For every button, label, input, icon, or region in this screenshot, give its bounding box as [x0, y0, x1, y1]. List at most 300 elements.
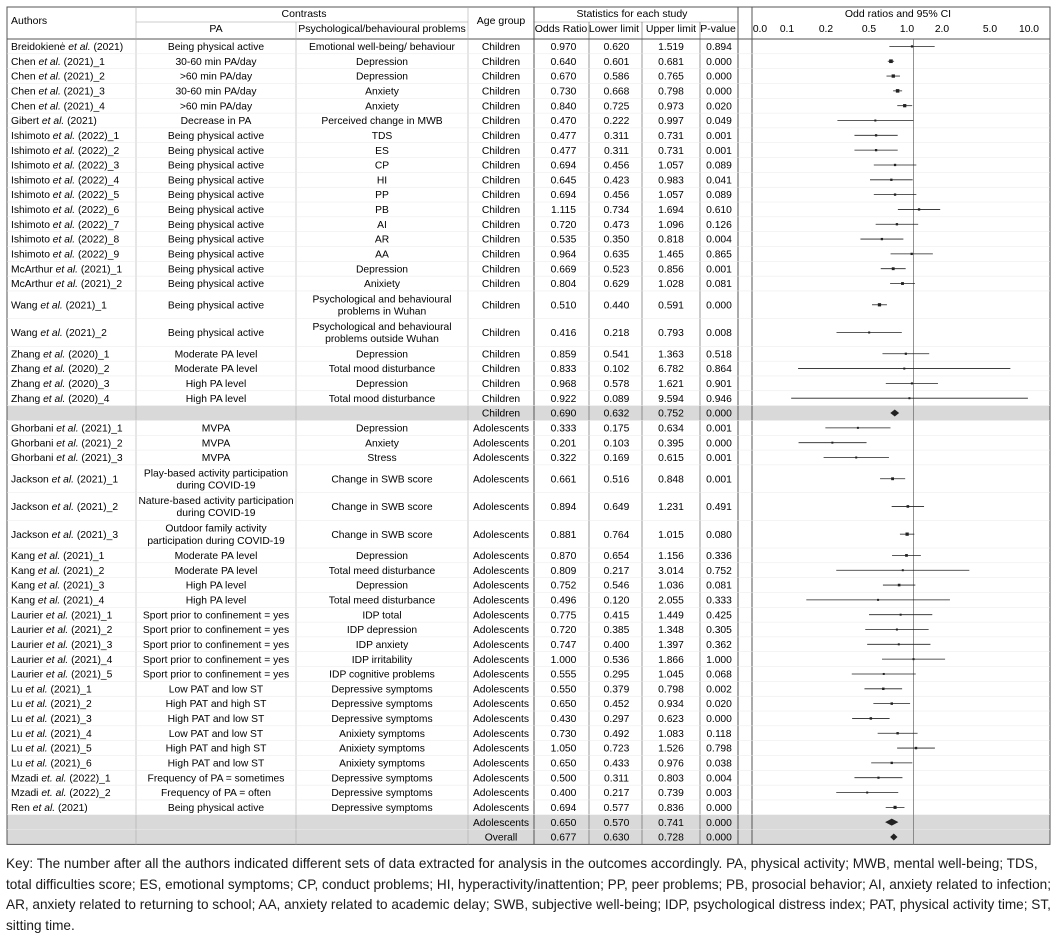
point-estimate [900, 614, 902, 616]
x-tick-label: 0.2 [818, 24, 834, 35]
age-group-cell: Adolescents [472, 669, 530, 681]
study-row [11, 581, 732, 592]
odds-ratio-cell: 0.477 [550, 145, 577, 157]
odds-ratio-cell: 0.470 [550, 116, 577, 128]
odds-ratio-cell: 0.859 [550, 349, 577, 361]
age-group-cell: Overall [484, 832, 518, 844]
author-label: Ishimoto et al. (2022)_4 [11, 175, 120, 187]
age-group-cell: Children [481, 364, 521, 376]
point-estimate [889, 59, 893, 63]
study-row [11, 322, 732, 345]
problem-label: PP [375, 190, 389, 202]
point-estimate [875, 134, 877, 136]
upper-limit-cell: 0.615 [658, 453, 684, 465]
lower-limit-cell: 0.169 [603, 453, 630, 465]
problem-label: Anxiety [365, 86, 399, 98]
odds-ratio-cell: 0.752 [550, 580, 577, 592]
age-group-cell: Adolescents [472, 758, 530, 770]
problem-label: Depression [355, 551, 409, 563]
p-value-cell: 0.089 [706, 160, 732, 172]
p-value-cell: 0.001 [706, 145, 732, 157]
age-group-cell: Children [481, 86, 521, 98]
odds-ratio-cell: 0.694 [550, 190, 577, 202]
pa-label: Outdoor family activity [165, 523, 267, 535]
upper-limit-cell: 0.731 [658, 130, 684, 142]
author-label: Zhang et al. (2020)_4 [11, 393, 110, 405]
problem-label: AR [374, 234, 390, 246]
odds-ratio-cell: 0.775 [550, 610, 577, 622]
lower-limit-cell: 0.452 [603, 699, 630, 711]
lower-limit-cell: 0.415 [603, 610, 630, 622]
odds-ratio-cell: 0.333 [550, 423, 577, 435]
pa-label: >60 min PA/day [179, 71, 253, 83]
point-estimate [892, 267, 895, 270]
lower-limit-cell: 0.295 [603, 669, 630, 681]
p-value-cell: 0.001 [706, 474, 732, 486]
author-label: Ishimoto et al. (2022)_1 [11, 130, 120, 142]
problem-label: Anixiety symptoms [339, 743, 425, 755]
point-estimate [908, 397, 910, 399]
lower-limit-cell: 0.734 [603, 205, 630, 217]
problem-label: Total mood disturbance [328, 364, 436, 376]
study-row [11, 205, 732, 216]
odds-ratio-cell: 0.496 [550, 595, 577, 607]
problem-label: IDP cognitive problems [329, 669, 435, 681]
problem-label: Depressive symptoms [331, 699, 433, 711]
p-value-cell: 0.518 [706, 349, 732, 361]
author-label: Laurier et al. (2021)_1 [11, 610, 113, 622]
pa-label: Being physical active [167, 219, 265, 231]
p-value-cell: 0.000 [706, 802, 732, 814]
study-row [11, 773, 732, 784]
lower-limit-cell: 0.570 [603, 817, 630, 829]
lower-limit-cell: 0.102 [603, 364, 630, 376]
problem-label: problems in Wuhan [337, 306, 427, 318]
age-group-cell: Children [481, 190, 521, 202]
author-label: Laurier et al. (2021)_2 [11, 625, 113, 637]
pa-label: Moderate PA level [174, 349, 258, 361]
problem-label: Anixiety symptoms [339, 758, 425, 770]
odds-ratio-cell: 0.804 [550, 279, 577, 291]
problem-label: AI [377, 219, 387, 231]
p-value-cell: 0.126 [706, 219, 732, 231]
point-estimate [890, 179, 892, 181]
pa-label: High PA level [185, 595, 247, 607]
point-estimate [891, 477, 894, 480]
x-tick-label: 5.0 [982, 24, 998, 35]
odds-ratio-cell: 0.650 [550, 758, 577, 770]
point-estimate [911, 45, 913, 47]
age-group-cell: Adolescents [472, 502, 530, 514]
age-group-cell: Adolescents [472, 773, 530, 785]
p-value-cell: 0.068 [706, 669, 732, 681]
problem-label: Total meed disturbance [328, 595, 436, 607]
upper-limit-cell: 0.973 [658, 101, 684, 113]
problem-label: TDS [371, 130, 393, 142]
upper-limit-cell: 1.045 [658, 669, 684, 681]
pa-label: during COVID-19 [176, 508, 256, 520]
x-tick-label: 0.5 [861, 24, 877, 35]
upper-limit-cell: 1.397 [658, 639, 684, 651]
author-label: Zhang et al. (2020)_1 [11, 349, 110, 361]
pa-label: Decrease in PA [180, 116, 252, 128]
problem-label: Psychological and behavioural [312, 294, 452, 306]
age-group-cell: Adolescents [472, 788, 530, 800]
x-tick-label: 0.1 [779, 24, 795, 35]
p-value-cell: 0.089 [706, 190, 732, 202]
header-lower-limit: Lower limit [588, 23, 640, 35]
age-group-cell: Children [481, 264, 521, 276]
point-estimate [881, 238, 883, 240]
point-estimate [891, 762, 893, 764]
age-group-cell: Adolescents [472, 684, 530, 696]
odds-ratio-cell: 0.430 [550, 714, 577, 726]
p-value-cell: 1.000 [706, 654, 732, 666]
lower-limit-cell: 0.630 [603, 832, 630, 844]
study-row [11, 101, 732, 112]
pa-label: Being physical active [167, 42, 265, 54]
author-label: Lu et al. (2021)_1 [11, 684, 92, 696]
author-label: Chen et al. (2021)_3 [11, 86, 105, 98]
upper-limit-cell: 1.083 [658, 728, 684, 740]
author-label: Laurier et al. (2021)_3 [11, 639, 113, 651]
odds-ratio-cell: 0.669 [550, 264, 577, 276]
point-estimate [898, 584, 901, 587]
point-estimate [883, 673, 885, 675]
lower-limit-cell: 0.379 [603, 684, 630, 696]
upper-limit-cell: 1.156 [658, 551, 684, 563]
author-label: Jackson et al. (2021)_1 [11, 474, 119, 486]
problem-label: Total meed disturbance [328, 565, 436, 577]
p-value-cell: 0.333 [706, 595, 732, 607]
study-row [11, 86, 732, 97]
point-estimate [905, 353, 907, 355]
pa-label: Being physical active [167, 328, 265, 340]
lower-limit-cell: 0.385 [603, 625, 630, 637]
point-estimate [866, 792, 868, 794]
problem-label: Depression [355, 349, 409, 361]
age-group-cell: Adolescents [472, 438, 530, 450]
x-tick-label: 0.0 [752, 24, 768, 35]
upper-limit-cell: 1.036 [658, 580, 684, 592]
problem-label: Depression [355, 423, 409, 435]
point-estimate [857, 427, 859, 429]
lower-limit-cell: 0.541 [603, 349, 630, 361]
upper-limit-cell: 1.015 [658, 529, 684, 541]
pa-label: Moderate PA level [174, 565, 258, 577]
odds-ratio-cell: 0.809 [550, 565, 577, 577]
pa-label: Frequency of PA = often [161, 788, 271, 800]
p-value-cell: 0.894 [706, 42, 732, 54]
upper-limit-cell: 1.231 [658, 502, 684, 514]
upper-limit-cell: 1.465 [658, 249, 684, 261]
odds-ratio-cell: 0.694 [550, 160, 577, 172]
header-p-value: P-value [700, 23, 736, 35]
point-estimate [898, 643, 900, 645]
odds-ratio-cell: 1.115 [550, 205, 577, 217]
point-estimate [911, 253, 913, 255]
point-estimate [905, 554, 908, 557]
lower-limit-cell: 0.120 [603, 595, 630, 607]
study-row [11, 394, 732, 405]
age-group-cell: Children [481, 145, 521, 157]
study-row [11, 551, 732, 562]
study-row [11, 72, 732, 83]
pa-label: Being physical active [167, 234, 265, 246]
problem-label: Psychological and behavioural [312, 321, 452, 333]
pa-label: Sport prior to confinement = yes [142, 639, 290, 651]
lower-limit-cell: 0.311 [603, 145, 630, 157]
author-label: Ren et al. (2021) [11, 802, 88, 814]
pa-label: Being physical active [167, 130, 265, 142]
problem-label: Depressive symptoms [331, 684, 433, 696]
odds-ratio-cell: 0.661 [550, 474, 577, 486]
p-value-cell: 0.081 [706, 279, 732, 291]
problem-label: problems outside Wuhan [325, 334, 439, 346]
upper-limit-cell: 1.348 [658, 625, 684, 637]
age-group-cell: Adolescents [472, 714, 530, 726]
odds-ratio-cell: 0.670 [550, 71, 577, 83]
p-value-cell: 0.001 [706, 423, 732, 435]
odds-ratio-cell: 0.201 [550, 438, 577, 450]
p-value-cell: 0.000 [706, 817, 732, 829]
point-estimate [878, 303, 881, 306]
odds-ratio-cell: 0.535 [550, 234, 577, 246]
p-value-cell: 0.000 [706, 832, 732, 844]
problem-label: IDP anxiety [355, 639, 409, 651]
odds-ratio-cell: 1.050 [550, 743, 577, 755]
problem-label: Anixiety symptoms [339, 728, 425, 740]
problem-label: Change in SWB score [331, 474, 433, 486]
pa-label: High PAT and high ST [165, 743, 267, 755]
lower-limit-cell: 0.578 [603, 378, 630, 390]
point-estimate [913, 658, 915, 660]
header-stats: Statistics for each study [576, 8, 688, 20]
upper-limit-cell: 1.057 [658, 190, 684, 202]
p-value-cell: 0.008 [706, 328, 732, 340]
point-estimate [918, 208, 920, 210]
author-label: Ghorbani et al. (2021)_2 [11, 438, 123, 450]
p-value-cell: 0.901 [706, 378, 732, 390]
upper-limit-cell: 1.694 [658, 205, 684, 217]
upper-limit-cell: 3.014 [658, 565, 684, 577]
p-value-cell: 0.491 [706, 502, 732, 514]
p-value-cell: 0.336 [706, 551, 732, 563]
study-row [11, 131, 732, 142]
pa-label: High PA level [185, 393, 247, 405]
pa-label: Low PAT and low ST [168, 728, 264, 740]
problem-label: Change in SWB score [331, 529, 433, 541]
p-value-cell: 0.610 [706, 205, 732, 217]
author-label: Wang et al. (2021)_1 [11, 300, 107, 312]
author-label: McArthur et al. (2021)_1 [11, 264, 123, 276]
problem-label: IDP depression [346, 625, 418, 637]
pa-label: High PA level [185, 378, 247, 390]
point-estimate [903, 368, 905, 370]
odds-ratio-cell: 0.964 [550, 249, 577, 261]
study-row [11, 264, 732, 275]
problem-label: Anxiety [365, 101, 399, 113]
point-estimate [894, 164, 896, 166]
p-value-cell: 0.003 [706, 788, 732, 800]
p-value-cell: 0.002 [706, 684, 732, 696]
study-row [11, 423, 732, 434]
odds-ratio-cell: 0.677 [550, 832, 577, 844]
study-row [11, 294, 732, 317]
study-row [11, 175, 732, 186]
lower-limit-cell: 0.649 [603, 502, 630, 514]
upper-limit-cell: 0.731 [658, 145, 684, 157]
pa-label: participation during COVID-19 [147, 535, 285, 547]
odds-ratio-cell: 0.650 [550, 817, 577, 829]
lower-limit-cell: 0.218 [603, 328, 630, 340]
point-estimate [882, 688, 884, 690]
age-group-cell: Children [481, 205, 521, 217]
pa-label: Sport prior to confinement = yes [142, 669, 290, 681]
study-row [11, 803, 732, 814]
p-value-cell: 0.865 [706, 249, 732, 261]
lower-limit-cell: 0.433 [603, 758, 630, 770]
p-value-cell: 0.000 [706, 300, 732, 312]
upper-limit-cell: 1.449 [658, 610, 684, 622]
author-label: Mzadi et. al. (2022)_1 [11, 773, 111, 785]
header-contrasts: Contrasts [281, 8, 327, 20]
upper-limit-cell: 6.782 [658, 364, 684, 376]
age-group-cell: Children [481, 71, 521, 83]
study-row [11, 758, 732, 769]
upper-limit-cell: 1.519 [658, 42, 684, 54]
problem-label: Depressive symptoms [331, 802, 433, 814]
pa-label: Frequency of PA = sometimes [147, 773, 285, 785]
odds-ratio-cell: 0.400 [550, 788, 577, 800]
pa-label: High PAT and low ST [167, 714, 265, 726]
problem-label: Stress [367, 453, 397, 465]
point-estimate [905, 533, 908, 536]
pa-label: Sport prior to confinement = yes [142, 625, 290, 637]
point-estimate [855, 456, 857, 458]
odds-ratio-cell: 0.922 [550, 393, 577, 405]
pa-label: Being physical active [167, 300, 265, 312]
pa-label: MVPA [201, 453, 231, 465]
pa-label: Being physical active [167, 190, 265, 202]
pa-label: Being physical active [167, 264, 265, 276]
age-group-cell: Children [481, 279, 521, 291]
p-value-cell: 0.000 [706, 438, 732, 450]
age-group-cell: Children [481, 378, 521, 390]
odds-ratio-cell: 0.555 [550, 669, 577, 681]
age-group-cell: Children [481, 175, 521, 187]
study-row [11, 438, 732, 449]
lower-limit-cell: 0.103 [603, 438, 630, 450]
point-estimate [891, 702, 893, 704]
author-label: Zhang et al. (2020)_2 [11, 364, 110, 376]
author-label: Zhang et al. (2020)_3 [11, 378, 110, 390]
upper-limit-cell: 0.681 [658, 56, 684, 68]
problem-label: IDP total [362, 610, 402, 622]
p-value-cell: 0.864 [706, 364, 732, 376]
p-value-cell: 0.000 [706, 56, 732, 68]
point-estimate [903, 104, 906, 107]
point-estimate [868, 331, 870, 333]
odds-ratio-cell: 0.510 [550, 300, 577, 312]
study-row [11, 640, 732, 651]
author-label: Kang et al. (2021)_2 [11, 565, 105, 577]
pa-label: Being physical active [167, 160, 265, 172]
point-estimate [901, 282, 904, 285]
upper-limit-cell: 0.983 [658, 175, 684, 187]
problem-label: AA [375, 249, 389, 261]
point-estimate [892, 74, 895, 77]
author-label: Kang et al. (2021)_4 [11, 595, 105, 607]
age-group-cell: Children [481, 219, 521, 231]
author-label: Lu et al. (2021)_3 [11, 714, 92, 726]
problem-label: Anxiety [365, 438, 399, 450]
odds-ratio-cell: 0.645 [550, 175, 577, 187]
pa-label: Sport prior to confinement = yes [142, 610, 290, 622]
lower-limit-cell: 0.311 [603, 130, 630, 142]
study-row [11, 496, 732, 519]
p-value-cell: 0.001 [706, 264, 732, 276]
age-group-cell: Children [481, 101, 521, 113]
point-estimate [877, 599, 879, 601]
lower-limit-cell: 0.635 [603, 249, 630, 261]
upper-limit-cell: 0.848 [658, 474, 684, 486]
author-label: Kang et al. (2021)_3 [11, 580, 105, 592]
lower-limit-cell: 0.440 [603, 300, 630, 312]
odds-ratio-cell: 1.000 [550, 654, 577, 666]
age-group-cell: Children [481, 130, 521, 142]
odds-ratio-cell: 0.640 [550, 56, 577, 68]
lower-limit-cell: 0.456 [603, 190, 630, 202]
author-label: Ghorbani et al. (2021)_3 [11, 453, 123, 465]
problem-label: CP [374, 160, 390, 172]
lower-limit-cell: 0.456 [603, 160, 630, 172]
pa-label: 30-60 min PA/day [175, 56, 257, 68]
author-label: Chen et al. (2021)_4 [11, 101, 105, 113]
lower-limit-cell: 0.629 [603, 279, 630, 291]
study-row [11, 364, 732, 375]
pa-label: Sport prior to confinement = yes [142, 654, 290, 666]
age-group-cell: Adolescents [472, 474, 530, 486]
lower-limit-cell: 0.620 [603, 42, 630, 54]
study-row [11, 595, 732, 606]
age-group-cell: Adolescents [472, 728, 530, 740]
point-estimate [896, 223, 898, 225]
upper-limit-cell: 1.028 [658, 279, 684, 291]
author-label: Gibert et al. (2021) [11, 116, 97, 128]
pa-label: High PA level [185, 580, 247, 592]
p-value-cell: 0.946 [706, 393, 732, 405]
odds-ratio-cell: 0.694 [550, 802, 577, 814]
lower-limit-cell: 0.536 [603, 654, 630, 666]
upper-limit-cell: 0.741 [658, 817, 684, 829]
lower-limit-cell: 0.764 [603, 529, 630, 541]
problem-label: PB [375, 205, 389, 217]
lower-limit-cell: 0.546 [603, 580, 630, 592]
age-group-cell: Children [481, 249, 521, 261]
lower-limit-cell: 0.523 [603, 264, 630, 276]
lower-limit-cell: 0.601 [603, 56, 630, 68]
problem-label: HI [376, 175, 388, 187]
author-label: Chen et al. (2021)_2 [11, 71, 105, 83]
p-value-cell: 0.425 [706, 610, 732, 622]
problem-label: Depression [355, 264, 409, 276]
author-label: Lu et al. (2021)_2 [11, 699, 92, 711]
odds-ratio-cell: 0.720 [550, 219, 577, 231]
point-estimate [911, 382, 913, 384]
problem-label: Perceived change in MWB [321, 116, 443, 128]
p-value-cell: 0.041 [706, 175, 732, 187]
